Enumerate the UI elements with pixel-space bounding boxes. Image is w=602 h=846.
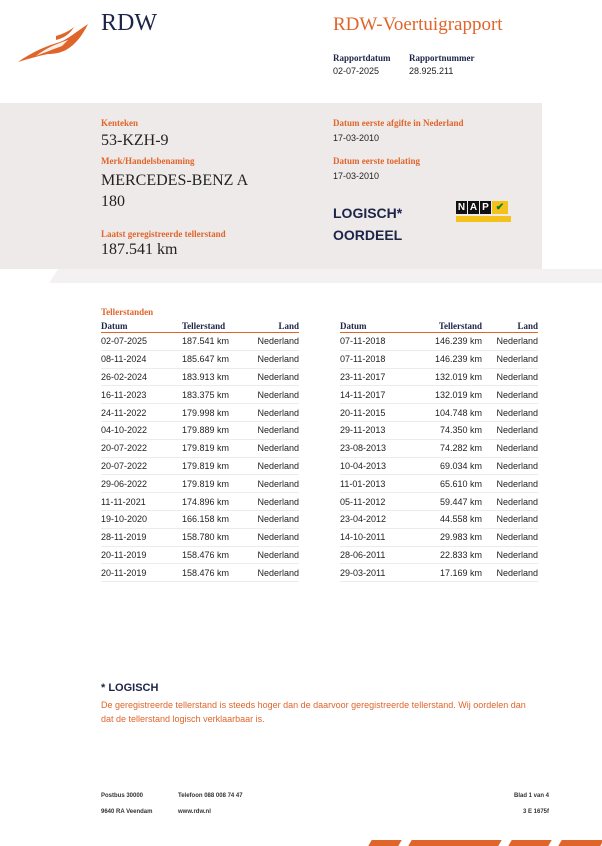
row-tellerstand: 44.558 km [421,510,482,528]
row-tellerstand: 17.169 km [421,564,482,582]
row-land: Nederland [243,475,299,493]
panel-bottom-strip [0,269,602,283]
footer-page-number: Blad 1 van 4 [513,793,549,799]
tellerstand-value: 187.541 km [101,241,178,258]
row-land: Nederland [482,475,538,493]
afgifte-label: Datum eerste afgifte in Nederland [333,118,464,128]
row-tellerstand: 104.748 km [421,404,482,422]
footer-stripe [558,840,602,846]
row-tellerstand: 158.476 km [182,546,243,564]
row-tellerstand: 146.239 km [421,350,482,368]
row-tellerstand: 74.282 km [421,439,482,457]
row-datum: 04-10-2022 [101,421,182,439]
row-datum: 20-11-2019 [101,546,182,564]
row-datum: 23-08-2013 [340,439,421,457]
table-row [101,493,299,511]
table-row [101,368,299,386]
row-land: Nederland [482,368,538,386]
row-datum: 20-11-2015 [340,404,421,422]
table-row [101,475,299,493]
footer-stripe [368,840,401,846]
footnote-text: De geregistreerde tellerstand is steeds hoger dan de daarvoor geregistreerde tellerstand. Wij oordelen dan [101,700,526,710]
row-datum: 28-11-2019 [101,528,182,546]
table-row [101,421,299,439]
row-land: Nederland [243,333,299,351]
row-land: Nederland [482,350,538,368]
nap-letter-n: N [457,202,466,213]
row-land: Nederland [482,528,538,546]
row-tellerstand: 179.819 km [182,475,243,493]
checkmark-icon: ✔ [492,201,508,214]
row-land: Nederland [482,439,538,457]
table-row [101,528,299,546]
row-tellerstand: 179.819 km [182,457,243,475]
row-datum: 24-11-2022 [101,404,182,422]
nap-letter-p: P [480,201,491,214]
tellerstanden-table-left [101,320,299,582]
row-land: Nederland [482,421,538,439]
table-row [101,404,299,422]
row-land: Nederland [243,368,299,386]
row-tellerstand: 179.819 km [182,439,243,457]
row-datum: 07-11-2018 [340,333,421,351]
table-row [340,475,538,493]
row-land: Nederland [243,493,299,511]
row-tellerstand: 132.019 km [421,368,482,386]
row-land: Nederland [482,333,538,351]
row-datum: 23-11-2017 [340,368,421,386]
footer-code: 3 E 1675f [522,809,549,815]
footnote-title: * LOGISCH [101,682,159,694]
table-row [101,439,299,457]
row-tellerstand: 29.983 km [421,528,482,546]
row-tellerstand: 183.913 km [182,368,243,386]
row-land: Nederland [482,457,538,475]
afgifte-value: 17-03-2010 [333,133,380,143]
row-tellerstand: 22.833 km [421,546,482,564]
col-tellerstand: Tellerstand [421,320,482,333]
footnote-text-line2: dat de tellerstand logisch verklaarbaar is. [101,714,265,724]
row-datum: 16-11-2023 [101,386,182,404]
row-tellerstand: 59.447 km [421,493,482,511]
row-datum: 14-10-2011 [340,528,421,546]
row-land: Nederland [243,439,299,457]
col-datum: Datum [340,320,421,333]
tellerstand-label: Laatst geregistreerde tellerstand [101,229,226,239]
row-tellerstand: 166.158 km [182,510,243,528]
col-tellerstand: Tellerstand [182,320,243,333]
row-tellerstand: 132.019 km [421,386,482,404]
footer-postbus: Postbus 30000 [101,793,144,799]
rapportnummer-label: Rapportnummer [409,53,475,63]
row-tellerstand: 187.541 km [182,333,243,351]
footer-stripe [508,840,551,846]
row-land: Nederland [243,510,299,528]
table-row [101,546,299,564]
panel-corner-cut [0,269,58,283]
footer-telefoon: Telefoon 088 008 74 47 [178,793,243,799]
merk-value: MERCEDES-BENZ A [101,172,249,189]
row-datum: 29-03-2011 [340,564,421,582]
row-tellerstand: 69.034 km [421,457,482,475]
tellerstanden-table-right [340,320,538,582]
row-datum: 29-06-2022 [101,475,182,493]
row-tellerstand: 65.610 km [421,475,482,493]
row-datum: 28-06-2011 [340,546,421,564]
table-row [340,350,538,368]
row-datum: 02-07-2025 [101,333,182,351]
row-datum: 19-10-2020 [101,510,182,528]
row-land: Nederland [482,386,538,404]
table-row [101,457,299,475]
row-land: Nederland [482,564,538,582]
row-land: Nederland [243,404,299,422]
rapportdatum-label: Rapportdatum [333,53,391,63]
row-datum: 08-11-2024 [101,350,182,368]
col-land: Land [243,320,299,333]
row-tellerstand: 146.239 km [421,333,482,351]
row-datum: 11-11-2021 [101,493,182,511]
table-row [340,368,538,386]
toelating-value: 17-03-2010 [333,171,380,181]
tellerstanden-title: Tellerstanden [101,307,154,317]
nap-letter-a: A [469,202,478,213]
brand-name: RDW [101,10,157,36]
row-land: Nederland [482,510,538,528]
row-datum: 26-02-2024 [101,368,182,386]
row-land: Nederland [243,386,299,404]
nap-logo [456,201,509,214]
row-tellerstand: 158.780 km [182,528,243,546]
merk-value-line2: 180 [101,193,125,210]
table-row [340,564,538,582]
row-datum: 07-11-2018 [340,350,421,368]
table-row [101,333,299,351]
table-row [101,510,299,528]
row-tellerstand: 158.476 km [182,564,243,582]
row-land: Nederland [243,421,299,439]
row-tellerstand: 185.647 km [182,350,243,368]
footer-website[interactable]: www.rdw.nl [178,809,211,815]
row-tellerstand: 174.896 km [182,493,243,511]
row-datum: 10-04-2013 [340,457,421,475]
row-land: Nederland [482,546,538,564]
row-land: Nederland [243,350,299,368]
row-datum: 29-11-2013 [340,421,421,439]
col-land: Land [482,320,538,333]
kenteken-value: 53-KZH-9 [101,132,169,149]
oordeel-label: OORDEEL [333,227,403,243]
table-row [340,546,538,564]
nap-logo-underline [456,216,511,222]
row-datum: 20-07-2022 [101,439,182,457]
row-tellerstand: 179.998 km [182,404,243,422]
toelating-label: Datum eerste toelating [333,156,420,166]
table-row [340,493,538,511]
footer-address: 9640 RA Veendam [101,809,153,815]
row-land: Nederland [482,493,538,511]
table-row [340,510,538,528]
row-land: Nederland [243,546,299,564]
rapportdatum-value: 02-07-2025 [333,66,380,76]
table-row [340,528,538,546]
row-land: Nederland [482,404,538,422]
merk-label: Merk/Handelsbenaming [101,156,195,166]
row-land: Nederland [243,564,299,582]
row-datum: 20-07-2022 [101,457,182,475]
row-datum: 20-11-2019 [101,564,182,582]
table-row [101,350,299,368]
row-tellerstand: 179.889 km [182,421,243,439]
row-tellerstand: 183.375 km [182,386,243,404]
row-datum: 14-11-2017 [340,386,421,404]
table-row [340,404,538,422]
table-row [340,457,538,475]
table-row [340,421,538,439]
table-row [340,386,538,404]
row-land: Nederland [243,528,299,546]
col-datum: Datum [101,320,182,333]
row-datum: 11-01-2013 [340,475,421,493]
table-row [340,333,538,351]
table-row [101,386,299,404]
row-land: Nederland [243,457,299,475]
row-datum: 05-11-2012 [340,493,421,511]
report-title: RDW-Voertuigrapport [333,14,503,35]
table-row [101,564,299,582]
row-datum: 23-04-2012 [340,510,421,528]
rapportnummer-value: 28.925.211 [409,66,454,76]
table-row [340,439,538,457]
kenteken-label: Kenteken [101,118,138,128]
row-tellerstand: 74.350 km [421,421,482,439]
rdw-logo-icon [16,22,90,64]
oordeel-status: LOGISCH* [333,205,403,221]
footer-stripe [408,840,501,846]
